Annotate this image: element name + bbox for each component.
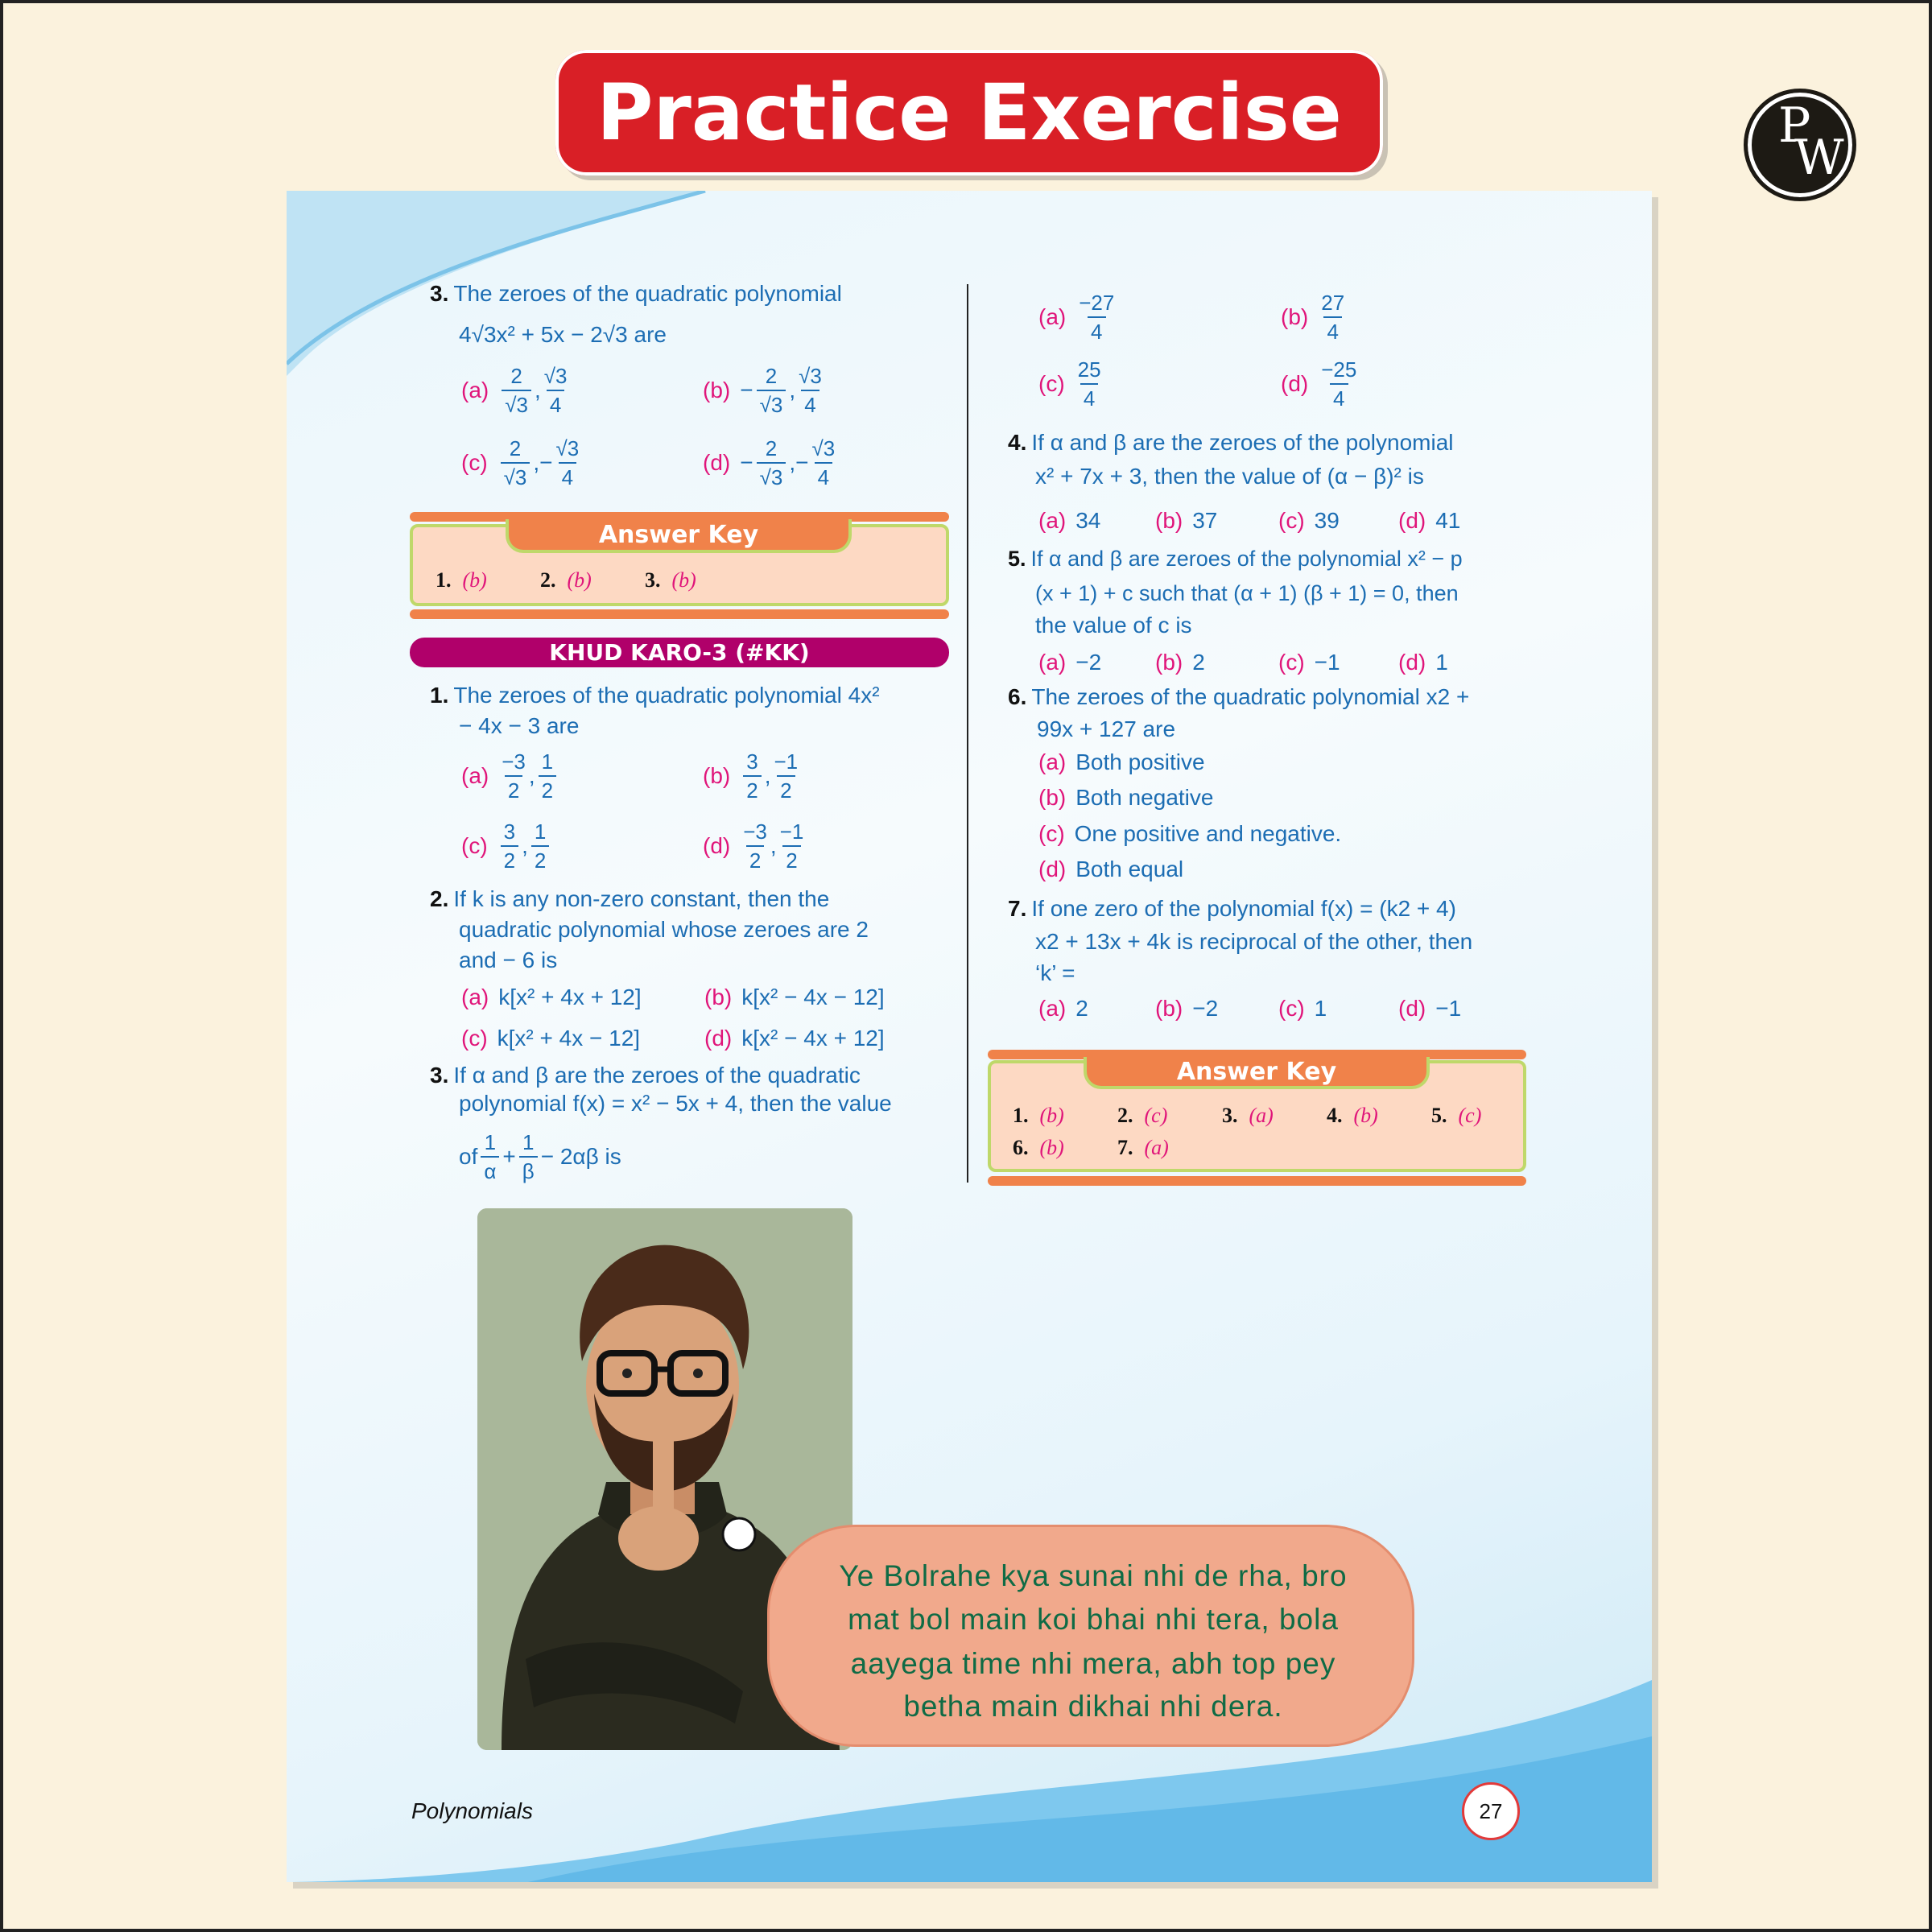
option-c[interactable] [1278, 648, 1340, 677]
text: (a) [461, 985, 489, 1009]
text: (d) [1398, 996, 1426, 1021]
fraction [502, 748, 526, 804]
option-label: (d) [703, 450, 731, 475]
fraction [481, 1129, 499, 1185]
text: 25 [1077, 357, 1101, 382]
text: 34 [1075, 508, 1101, 533]
text: (c) [461, 833, 488, 858]
text: 1. [436, 568, 452, 592]
text: 4. [1008, 430, 1027, 455]
question-text: 99x + 127 are [1037, 716, 1176, 741]
text: (b) [1039, 1104, 1064, 1127]
text: (c) [461, 1026, 488, 1051]
text: of [459, 1144, 478, 1169]
text: (b) [1039, 1136, 1064, 1159]
question-text: The zeroes of the quadratic polynomial 4x² [453, 683, 880, 708]
question-expression [459, 1129, 621, 1185]
text: 2 [765, 436, 778, 460]
page-title-banner [555, 50, 1383, 175]
question-text: If k is any non-zero constant, then the [453, 886, 830, 911]
fraction [544, 362, 568, 419]
text: If one zero of the polynomial f(x) = (k2 + 4) [1031, 896, 1456, 921]
text: One positive and negative. [1074, 821, 1342, 846]
text: 7. [1117, 1136, 1133, 1159]
text: 3 [746, 749, 758, 774]
text: 6. [1013, 1136, 1029, 1159]
option-c[interactable] [461, 1024, 640, 1053]
option-c[interactable] [1038, 819, 1341, 848]
text: 2 [510, 364, 522, 388]
answer-item [1431, 1102, 1481, 1129]
text: −2 [1075, 650, 1102, 675]
text: 2. [540, 568, 556, 592]
section-title: KHUD KARO-3 (#KK) [410, 638, 949, 667]
question-line [430, 1061, 861, 1090]
question-text: and − 6 is [459, 947, 558, 972]
sign: − [740, 450, 753, 475]
option-b[interactable]: (b) − $\frac{2}{√3}$ , √3 4 [703, 364, 822, 417]
question-line [430, 279, 842, 308]
text: 5. [1008, 547, 1026, 571]
text: √3 [757, 390, 786, 419]
text: (a) [1249, 1104, 1274, 1127]
fraction [743, 748, 761, 804]
text: 4 [559, 462, 576, 491]
option-c[interactable]: (c) 2 √3 , − $\frac{√3}{4}$ [461, 436, 580, 489]
text: If α and β are zeroes of the polynomial x² − p [1030, 547, 1463, 571]
answer-item [1013, 1102, 1064, 1129]
text: 4 [547, 390, 564, 419]
question-text: x2 + 13x + 4k is reciprocal of the other, then [1035, 929, 1473, 954]
answer-key-title: Answer Key [1084, 1057, 1430, 1089]
option-d[interactable]: (d) −3 2 , −1 2 [703, 819, 804, 873]
text: (b) [1155, 508, 1183, 533]
fraction [811, 435, 835, 491]
fraction [539, 748, 556, 804]
option-a[interactable] [1038, 289, 1117, 345]
text: −3 [743, 819, 767, 844]
option-d[interactable] [1398, 506, 1460, 535]
text: (d) [1398, 650, 1426, 675]
text: 2 [765, 364, 778, 388]
text: 3. [645, 568, 661, 592]
option-c[interactable]: (c) 3 2 , 1 2 [461, 818, 552, 874]
page-number: 27 [1462, 1782, 1520, 1840]
text: 4. [1327, 1104, 1343, 1127]
option-b[interactable] [1155, 506, 1217, 535]
question-line [1008, 544, 1463, 573]
option-d[interactable] [1281, 356, 1360, 412]
answer-item [1117, 1102, 1167, 1129]
option-b[interactable] [1281, 289, 1348, 345]
fraction [780, 818, 804, 874]
fraction [1321, 289, 1344, 345]
option-b[interactable] [1155, 994, 1218, 1023]
question-text: (x + 1) + c such that (α + 1) (β + 1) = 0, then [1035, 581, 1459, 605]
option-b[interactable] [1038, 783, 1213, 812]
text: (b) [704, 985, 733, 1009]
option-c[interactable] [1278, 994, 1327, 1023]
option-b[interactable] [1155, 648, 1205, 677]
text: 4 [1323, 316, 1341, 345]
fraction [757, 435, 786, 491]
question-text: If α and β are the zeroes of the quadratic [453, 1063, 861, 1088]
question-number: 3. [430, 281, 449, 306]
logo-letter-p: P [1778, 97, 1811, 154]
text: √3 [799, 364, 822, 388]
option-a[interactable] [1038, 748, 1205, 777]
text: (b) [1038, 785, 1067, 810]
question-text: ‘k’ = [1035, 960, 1075, 985]
answer-key-bar [410, 609, 949, 619]
option-label: (a) [461, 378, 489, 402]
fraction [502, 362, 531, 419]
option-d[interactable] [1398, 648, 1448, 677]
text: 4 [815, 462, 832, 491]
text: Both positive [1075, 749, 1205, 774]
answer-item [1117, 1134, 1169, 1162]
option-d[interactable]: (d) − $\frac{2}{√3}$ , − $\frac{√3}{4}$ [703, 436, 836, 489]
option-d[interactable] [1398, 994, 1461, 1023]
question-line [1008, 894, 1456, 923]
text: 4 [1080, 383, 1098, 412]
text: (a) [1038, 996, 1067, 1021]
text: (a) [1144, 1136, 1169, 1159]
text: −27 [1079, 291, 1115, 315]
text: 27 [1321, 291, 1345, 315]
text: −25 [1321, 357, 1357, 382]
text: Both equal [1075, 857, 1184, 881]
answer-item [1013, 1134, 1064, 1162]
speech-line: Ye Bolrahe kya sunai nhi de rha, bro [839, 1559, 1348, 1592]
fraction [743, 818, 767, 874]
question-number: 1. [430, 683, 449, 708]
text: √3 [757, 462, 786, 491]
text: Both negative [1075, 785, 1214, 810]
text: (c) [1038, 821, 1065, 846]
text: −1 [1314, 650, 1340, 675]
sign: − [539, 450, 553, 475]
text: (a) [1038, 304, 1067, 329]
page-title: Practice Exercise [597, 68, 1342, 158]
answer-key-bar [988, 1176, 1526, 1186]
text: 2 [1192, 650, 1205, 675]
chapter-name: Polynomials [411, 1798, 533, 1823]
text: 1 [541, 749, 554, 774]
text: −3 [502, 749, 526, 774]
text: k[x² + 4x − 12] [497, 1026, 641, 1051]
text: −1 [774, 749, 799, 774]
option-a[interactable] [1038, 506, 1100, 535]
text: If α and β are the zeroes of the polynomial [1031, 430, 1454, 455]
text: (d) [1281, 371, 1309, 396]
fraction [1321, 356, 1356, 412]
text: 2 [509, 436, 522, 460]
speech-line: betha main dikhai nhi dera. [903, 1690, 1283, 1723]
text: (c) [1144, 1104, 1168, 1127]
option-a[interactable] [461, 983, 642, 1012]
option-label: (b) [703, 378, 731, 402]
option-c[interactable] [1038, 356, 1104, 412]
fraction [519, 1129, 538, 1185]
question-text: x² + 7x + 3, then the value of (α − β)² is [1035, 464, 1424, 489]
text: (b) [462, 568, 487, 592]
option-a[interactable]: (a) 2 √3 , √3 4 [461, 364, 568, 417]
question-line [430, 681, 880, 710]
fraction [757, 362, 786, 419]
text: 1 [1435, 650, 1448, 675]
text: (b) [1155, 650, 1183, 675]
text: k[x² − 4x − 12] [741, 985, 885, 1009]
question-text: − 4x − 3 are [459, 713, 580, 738]
text: √3 [501, 462, 530, 491]
speech-line: aayega time nhi mera, abh top pey [850, 1647, 1336, 1680]
text: −1 [1435, 996, 1462, 1021]
text: 1 [522, 1130, 535, 1154]
text: (d) [703, 833, 731, 858]
text: 2 [501, 845, 518, 874]
text: (b) [671, 568, 696, 592]
sign: − [740, 378, 753, 402]
text: 3 [503, 819, 516, 844]
text: (b) [1155, 996, 1183, 1021]
text: √3 [543, 364, 568, 388]
question-text: the value of c is [1035, 613, 1192, 638]
text: (a) [461, 763, 489, 788]
question-number: 3. [430, 1063, 449, 1088]
answer-item [1327, 1102, 1378, 1129]
text: 2. [1117, 1104, 1133, 1127]
pw-logo [1744, 89, 1856, 201]
text: (a) [1038, 650, 1067, 675]
question-text: The zeroes of the quadratic polynomial [453, 281, 842, 306]
text: α [481, 1156, 499, 1185]
text: 1 [534, 819, 547, 844]
fraction [501, 435, 530, 491]
answer-item [1222, 1102, 1274, 1129]
fraction [501, 818, 518, 874]
text: (b) [567, 568, 592, 592]
question-line [1008, 428, 1454, 457]
text: β [519, 1156, 538, 1185]
text: 2 [539, 775, 556, 804]
text: 1. [1013, 1104, 1029, 1127]
text: The zeroes of the quadratic polynomial x2 + [1031, 684, 1470, 709]
text: 1 [1314, 996, 1327, 1021]
text: + [502, 1144, 516, 1169]
text: 2 [531, 845, 549, 874]
text: 39 [1314, 508, 1340, 533]
question-line [430, 885, 829, 914]
text: k[x² + 4x + 12] [498, 985, 642, 1009]
question-text: 4√3x² + 5x − 2√3 are [459, 322, 667, 347]
text: 4 [1088, 316, 1105, 345]
text: (c) [1278, 650, 1305, 675]
text: (d) [1038, 857, 1067, 881]
option-a[interactable] [1038, 994, 1088, 1023]
text: 37 [1192, 508, 1218, 533]
text: 4 [1330, 383, 1348, 412]
option-b[interactable]: (b) 3 2 , −1 2 [703, 749, 799, 803]
question-text: quadratic polynomial whose zeroes are 2 [459, 917, 869, 942]
text: (b) [1353, 1104, 1378, 1127]
text: 6. [1008, 684, 1027, 709]
text: (c) [1458, 1104, 1482, 1127]
text: √3 [811, 436, 836, 460]
text: 4 [801, 390, 819, 419]
answer-item [436, 567, 487, 594]
text: (c) [1278, 508, 1305, 533]
text: 2 [505, 775, 522, 804]
fraction [556, 435, 580, 491]
text: 2 [743, 775, 761, 804]
fraction [531, 818, 549, 874]
text: (c) [1038, 371, 1065, 396]
text: 3. [1222, 1104, 1238, 1127]
text: k[x² − 4x + 12] [741, 1026, 885, 1051]
option-d[interactable] [1038, 855, 1183, 884]
text: (d) [704, 1026, 733, 1051]
text: −1 [779, 819, 804, 844]
option-b[interactable] [704, 983, 885, 1012]
question-text: polynomial f(x) = x² − 5x + 4, then the value [459, 1091, 892, 1116]
logo-letter-w: W [1794, 130, 1844, 186]
option-a[interactable] [1038, 648, 1101, 677]
text: (a) [1038, 749, 1067, 774]
text: (c) [1278, 996, 1305, 1021]
text: (b) [1281, 304, 1309, 329]
speech-bubble [767, 1525, 1414, 1747]
option-a[interactable]: (a) −3 2 , 1 2 [461, 748, 559, 804]
option-label: (c) [461, 450, 488, 475]
fraction [774, 748, 798, 804]
option-c[interactable] [1278, 506, 1340, 535]
text: 1 [484, 1130, 497, 1154]
option-d[interactable] [704, 1024, 885, 1053]
text: − 2αβ is [540, 1144, 621, 1169]
text: (b) [703, 763, 731, 788]
text: (d) [1398, 508, 1426, 533]
question-number: 2. [430, 886, 449, 911]
fraction [1079, 289, 1114, 345]
text: 41 [1435, 508, 1461, 533]
text: 5. [1431, 1104, 1447, 1127]
text: −2 [1192, 996, 1219, 1021]
sign: − [795, 450, 809, 475]
text: √3 [502, 390, 531, 419]
text: 2 [1075, 996, 1088, 1021]
fraction [799, 362, 822, 419]
text: 2 [746, 845, 764, 874]
text: 7. [1008, 896, 1027, 921]
question-line [1008, 683, 1469, 712]
text: 2 [777, 775, 795, 804]
text: √3 [555, 436, 580, 460]
text: 2 [782, 845, 800, 874]
answer-item [540, 567, 592, 594]
text: (a) [1038, 508, 1067, 533]
column-divider [967, 284, 968, 1183]
answer-key-title: Answer Key [506, 519, 852, 553]
fraction [1078, 356, 1101, 412]
speech-line: mat bol main koi bhai nhi tera, bola [848, 1603, 1339, 1636]
answer-item [645, 567, 696, 594]
